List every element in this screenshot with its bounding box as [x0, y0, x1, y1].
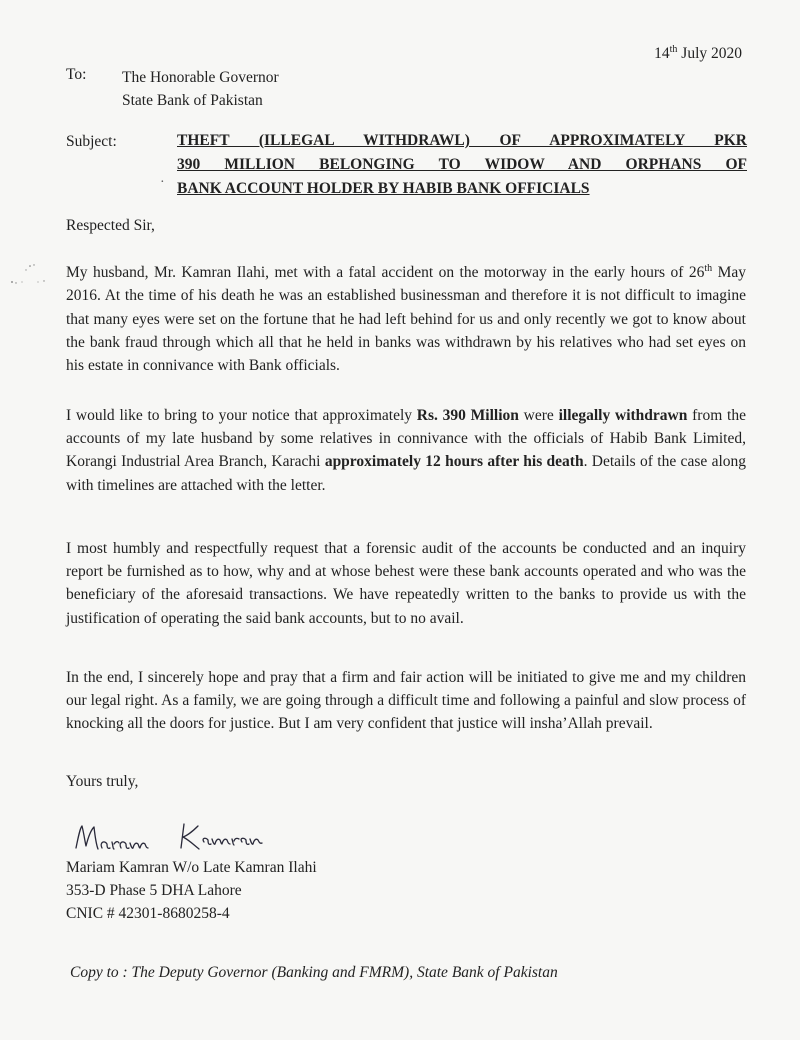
sender-name: Mariam Kamran W/o Late Kamran Ilahi	[66, 859, 317, 876]
p2-text-a: I would like to bring to your notice that approximately	[66, 407, 417, 424]
sender-block	[66, 856, 317, 925]
paragraph-4: In the end, I sincerely hope and pray that a firm and fair action will be initiated to give me and my children our legal right. As a family, we are going through a difficult time and following a painful and slow process of knocking all the doors for justice. But I am very confident that justice will insha’Allah prevail.	[66, 669, 746, 733]
subject-label: Subject:	[66, 133, 117, 150]
recipient-block	[122, 66, 279, 112]
p1-sup: th	[704, 263, 713, 274]
closing: Yours truly,	[66, 773, 139, 790]
subject-line-2: 390 MILLION BELONGING TO WIDOW AND ORPHANS OF	[177, 156, 747, 173]
recipient-line-1: The Honorable Governor	[122, 69, 279, 86]
paragraph-3: I most humbly and respectfully request that a forensic audit of the accounts be conducted and an inquiry report be furnished as to how, why and at whose behest were these bank accounts operated and who was the beneficiary of the aforesaid transactions. We have repeatedly written to the banks to provide us with the justification of operating the said bank accounts, but to no avail.	[66, 540, 746, 627]
scan-specks	[8, 262, 48, 292]
date-day: 14	[654, 45, 670, 63]
p2-text-d: from the accounts of my late husband by some relatives in connivance with the officials of Habib Bank Limited, Korangi Industrial Area Branch, Karachi	[66, 407, 746, 471]
date-suffix: th	[669, 44, 678, 55]
subject-line-1: THEFT (ILLEGAL WITHDRAWL) OF APPROXIMATELY PKR	[177, 132, 747, 149]
p1-text-b: May 2016. At the time of his death he was an established businessman and therefore it is not difficult to imagine that many eyes were set on the fortune that he had left behind for us and only recently we got to know about the bank fraud through which all that he held in banks was withdrawn by his relatives who had set eyes on his estate in connivance with Bank officials.	[66, 264, 746, 374]
p2-bold-amount: Rs. 390 Million	[416, 407, 519, 424]
copy-to: Copy to : The Deputy Governor (Banking and FMRM), State Bank of Pakistan	[70, 964, 558, 981]
to-label: To:	[66, 66, 87, 83]
subject-text	[177, 129, 747, 201]
recipient-line-2: State Bank of Pakistan	[122, 92, 263, 109]
p2-text-c: were	[518, 407, 559, 424]
p1-text-a: My husband, Mr. Kamran Ilahi, met with a fatal accident on the motorway in the early hours of 26	[66, 264, 705, 282]
paragraph-2	[66, 404, 746, 497]
subject-line-3: BANK ACCOUNT HOLDER BY HABIB BANK OFFICIALS	[177, 180, 590, 197]
paragraph-1	[66, 257, 746, 377]
p2-bold-timing: approximately 12 hours after his death	[324, 453, 584, 471]
p2-bold-withdrawn: illegally withdrawn	[558, 407, 688, 424]
date-rest: July 2020	[677, 45, 742, 63]
sender-cnic: CNIC # 42301-8680258-4	[66, 905, 230, 922]
salutation: Respected Sir,	[66, 217, 155, 234]
p2-text-e: . Details of the case along with timelines are attached with the letter.	[66, 453, 746, 494]
sender-address: 353-D Phase 5 DHA Lahore	[66, 882, 242, 899]
letter-date	[654, 44, 742, 63]
bullet-mark: ·	[160, 175, 165, 190]
